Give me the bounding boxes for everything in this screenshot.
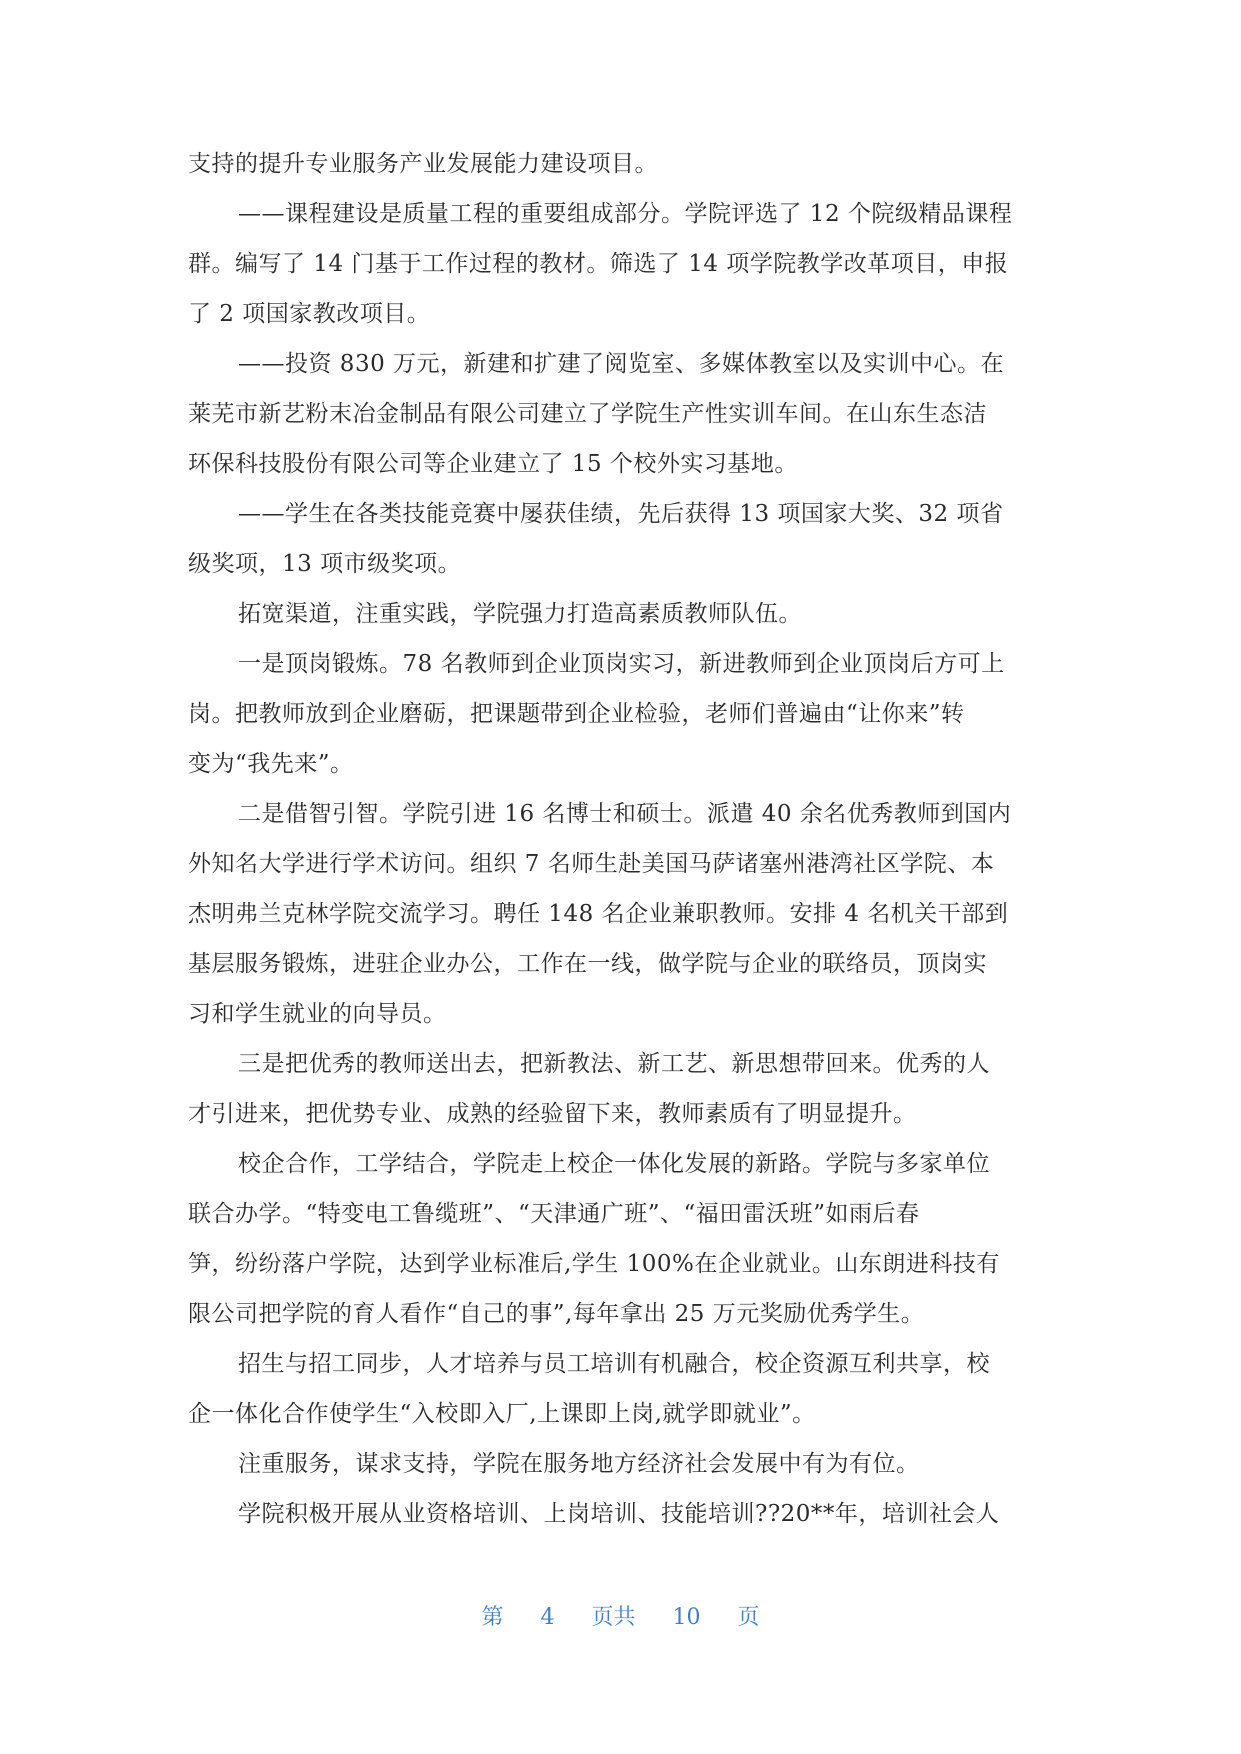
footer-middle: 页共 [591,1605,636,1630]
text-line: 莱芜市新艺粉末冶金制品有限公司建立了学院生产性实训车间。在山东生态洁 [188,401,987,427]
footer-prefix: 第 [481,1605,504,1630]
text-line: 限公司把学院的育人看作“自己的事”,每年拿出 25 万元奖励优秀学生。 [188,1301,925,1327]
text-line: 习和学生就业的向导员。 [188,1001,447,1027]
text-line: 才引进来，把优势专业、成熟的经验留下来，教师素质有了明显提升。 [188,1101,917,1127]
text-line: 变为“我先来”。 [188,751,354,777]
footer-suffix: 页 [737,1605,760,1630]
text-line: 一是顶岗锻炼。78 名教师到企业顶岗实习，新进教师到企业顶岗后方可上 [238,651,1005,677]
text-line: 招生与招工同步，人才培养与员工培训有机融合，校企资源互利共享，校 [238,1351,990,1377]
text-line: 学院积极开展从业资格培训、上岗培训、技能培训??20**年，培训社会人 [238,1501,1000,1527]
current-page-number: 4 [540,1605,555,1630]
text-line: ——投资 830 万元，新建和扩建了阅览室、多媒体教室以及实训中心。在 [238,351,1005,377]
text-line: 级奖项，13 项市级奖项。 [188,551,462,577]
text-line: 笋，纷纷落户学院，达到学业标准后,学生 100%在企业就业。山东朗进科技有 [188,1251,1000,1277]
text-line: 校企合作，工学结合，学院走上校企一体化发展的新路。学院与多家单位 [238,1151,990,1177]
text-line: 拓宽渠道，注重实践，学院强力打造高素质教师队伍。 [238,601,802,627]
text-line: 基层服务锻炼，进驻企业办公，工作在一线，做学院与企业的联络员，顶岗实 [188,951,987,977]
text-line: ——学生在各类技能竞赛中屡获佳绩，先后获得 13 项国家大奖、32 项省 [238,501,1004,527]
text-line: 了 2 项国家教改项目。 [188,301,431,327]
text-line: 环保科技股份有限公司等企业建立了 15 个校外实习基地。 [188,451,798,477]
text-line: 支持的提升专业服务产业发展能力建设项目。 [188,151,658,177]
text-line: 联合办学。“特变电工鲁缆班”、“天津通广班”、“福田雷沃班”如雨后春 [188,1201,920,1227]
document-body [188,150,1048,1550]
text-line: 注重服务，谋求支持，学院在服务地方经济社会发展中有为有位。 [238,1451,920,1477]
text-line: 企一体化合作使学生“入校即入厂,上课即上岗,就学即就业”。 [188,1401,816,1427]
text-line: 三是把优秀的教师送出去，把新教法、新工艺、新思想带回来。优秀的人 [238,1051,990,1077]
total-page-count: 10 [672,1605,701,1630]
text-line: 群。编写了 14 门基于工作过程的教材。筛选了 14 项学院教学改革项目，申报 [188,251,1009,277]
text-line: 岗。把教师放到企业磨砺，把课题带到企业检验，老师们普遍由“让你来”转 [188,701,965,727]
page-footer [0,1600,1241,1631]
text-line: 外知名大学进行学术访问。组织 7 名师生赴美国马萨诸塞州港湾社区学院、本 [188,851,995,877]
text-line: 杰明弗兰克林学院交流学习。聘任 148 名企业兼职教师。安排 4 名机关干部到 [188,901,1009,927]
text-line: 二是借智引智。学院引进 16 名博士和硕士。派遣 40 余名优秀教师到国内 [238,801,1012,827]
text-line: ——课程建设是质量工程的重要组成部分。学院评选了 12 个院级精品课程 [238,201,1013,227]
